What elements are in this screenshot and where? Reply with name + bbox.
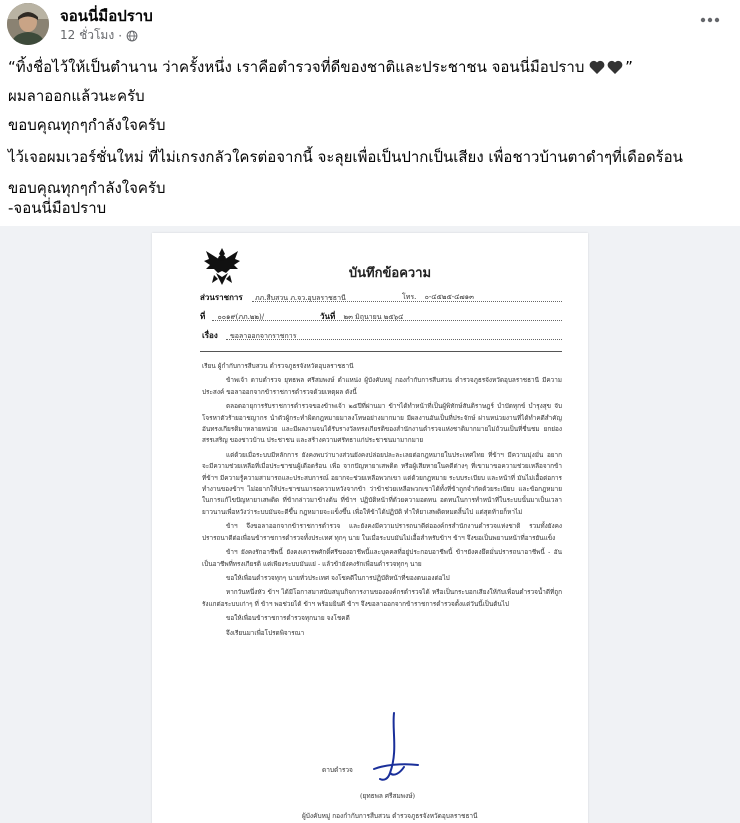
memo-paragraph-1: ข้าพเจ้า ดาบตำรวจ ยุทธพล ศรีสมพงษ์ ตำแหน่ง ผู้บังคับหมู่ กองกำกับการสืบสวน ตำรวจภูธรจังหวัดอุบลราชธานี มีความประสงค์ ขอลาออกจากข้าราชการตำรวจด้วยเหตุผล ดังนี้ <box>202 376 562 396</box>
memo-dept-label: ส่วนราชการ <box>200 292 243 302</box>
memo-ref-value: ๐๐๑๙(ภภ.๒๒)/ <box>217 313 265 321</box>
memo-closing: จึงเรียนมาเพื่อโปรดพิจารณา <box>226 628 305 637</box>
memo-date-label: วันที่ <box>320 311 336 321</box>
post-paragraph-2: ผมลาออกแล้วนะครับ <box>8 87 145 105</box>
post-paragraph-1-text: “ทิ้งชื่อไว้ให้เป็นตำนาน ว่าครั้งหนึ่ง เราคือตำรวจที่ดีของชาติและประชาชน จอนนี่มือปราบ <box>8 58 585 76</box>
memo-subject <box>202 329 296 342</box>
memo-rank: ดาบตำรวจ <box>322 766 353 774</box>
memo-signer-name: (ยุทธพล ศรีสมพงษ์) <box>360 792 416 800</box>
post-attachment-photo[interactable] <box>0 226 740 823</box>
post-meta <box>60 26 138 45</box>
memo-date <box>320 310 403 323</box>
post-paragraph-4: ไว้เจอผมเวอร์ชั่นใหม่ ที่ไม่เกรงกลัวใครต่อจากนี้ จะลุยเพื่อเป็นปากเป็นเสียง เพื่อชาวบ้านตาดำๆที่เดือดร้อน <box>8 148 683 166</box>
post-paragraph-5: ขอบคุณทุกๆกำลังใจครับ <box>8 179 166 197</box>
memo-signer-position: ผู้บังคับหมู่ กองกำกับการสืบสวน ตำรวจภูธรจังหวัดอุบลราชธานี <box>302 812 478 820</box>
post-paragraph-3: ขอบคุณทุกๆกำลังใจครับ <box>8 116 166 134</box>
memo-paragraph-2: ตลอดอายุการรับราชการตำรวจของข้าพเจ้า ๒๕ปีที่ผ่านมา ข้าฯได้ทำหน้าที่เป็นผู้พิทักษ์สันติราษฎร์ บำบัดทุกข์ บำรุงสุข จับโจรหาตัวร้ายอาชญากร นำตัวผู้กระทำผิดกฎหมายมาลงโทษอย่างมากมาย มีผลงานอันเป็นที่ประจักษ์ ผ่านหน่วยงานที่ได้ทำคดีสำคัญอันทรงเกียรติมาหลายหน่วย และมีผลงานจนได้รับรางวัลทรงเกียรติของสำนักงานตำรวจแห่งชาติมากมายไม่ถ้วนเป็นที่ชื่นชม ยกย่อง สรรเสริญ ของชาวบ้าน ประชาชน และสร้างความศรัทธาแก่ประชาชนมามากมาย <box>202 402 562 445</box>
memo-dept-value: ภภ.สืบสวน ภ.จว.อุบลราชธานี <box>254 294 346 302</box>
more-options-button[interactable] <box>698 10 722 30</box>
memo-paragraph-3: แต่ด้วยเมื่อระบบมีหลักการ ยังคงพบว่าบางส่วนยังคงปล่อยปละละเลยต่อกฎหมายในประเทศไทย ที่ข้าฯ มีความมุ่งมั่น อยากจะมีความช่วยเหลือที่เมื่อประชาชนผู้เดือดร้อน เพื่อ จากปัญหายาเสพติด หรือผู้เสียหายในคดีต่างๆ ที่เขามาขอความช่วยเหลือจากข้า ที่ข้าฯ มีความรู้ความสามารถและประสบการณ์ อยากจะช่วยเหลือพวกเขา แต่ด้วยกฎหมาย ระบบระเบียบ และหน้าที่ มันไม่เอื้อต่อการทำงานของข้าฯ ไม่อยากให้ประชาชนมารอความหวังจากข้า ว่าข้าช่วยเหลือพวกเขาได้ทั้งที่ข้าถูกจำกัดด้วยระเบียบ และข้อกฎหมายในการแก้ไขปัญหายาเสพติด ที่ข้ากล่าวมาข้างต้น ที่ข้าฯ ปฏิบัติหน้าที่ด้วยความอดทน อดทนในการทำหน้าที่ในระบบนั้นมาเป็นเวลายาวนานเพื่อหวังว่าระบบมันจะดีขึ้น กฎหมายจะแข็งขึ้น เพื่อให้ข้าได้ปฏิบัติ ทำให้ยาเสพติดหมดสิ้นไป แต่สุดท้ายก็หาไม่ <box>202 450 562 516</box>
memo-paragraph-7: หากวันหนึ่งหัว ข้าฯ ได้มีโอกาสมาสนับสนุนกิจการงานขององค์กรตำรวจได้ หรือเป็นกระบอกเสียงให้กับเพื่อนตำรวจน้ำดีที่ถูกรังแกต่อระบบเก่าๆ ที่ ข้าฯ พอช่วยได้ ข้าฯ พร้อมยินดี ข้าฯ จึงขอลาออกจากข้าราชการตำรวจตั้งแต่วันนี้เป็นต้นไป <box>202 588 562 608</box>
globe-icon <box>126 30 138 42</box>
memo-paragraph-6: ขอให้เพื่อนตำรวจทุกๆ นายทั่วประเทศ จงโชคดีในการปฏิบัติหน้าที่ของตนเองต่อไป <box>226 573 450 582</box>
memo-subject-line <box>226 339 562 340</box>
memo-paragraph-8: ขอให้เพื่อนข้าราชการตำรวจทุกนาย จงโชคดี <box>226 614 350 623</box>
memo-document <box>152 233 588 823</box>
avatar-image <box>7 3 49 45</box>
avatar[interactable] <box>7 3 49 45</box>
memo-date-value: ๒๓ มิถุนายน ๒๕๖๔ <box>343 313 404 321</box>
memo-paragraph-5: ข้าฯ ยังคงรักอาชีพนี้ ยังคงเคารพศักดิ์ศรีของอาชีพนี้และบุคคลที่อยู่ประกอบอาชีพนี้ ข้าฯยังคงยึดมั่นปรารถนาอาชีพนี้ - อันเป็นอาชีพที่ทรงเกียรติ แต่เพียงระบบมันแย่ - แล้วข้ายังคงรักเพื่อนตำรวจทุกๆ นาย <box>202 548 562 568</box>
post-header <box>0 0 740 50</box>
memo-dept-line <box>252 301 562 302</box>
memo-subject-value: ขอลาออกจากราชการ <box>229 332 297 340</box>
more-dots-icon <box>700 17 720 23</box>
memo-greeting: เรียน ผู้กำกับการสืบสวน ตำรวจภูธรจังหวัดอุบลราชธานี <box>202 362 354 370</box>
post-time[interactable]: 12 ชั่วโมง <box>60 28 115 42</box>
black-heart-icons <box>589 59 625 75</box>
post-text <box>8 57 732 218</box>
memo-ref-line <box>212 320 562 321</box>
signature-image <box>364 711 424 791</box>
memo-title: บันทึกข้อความ <box>348 266 432 281</box>
memo-phone-value: ๐-๔๕๒๕-๔๗๑๓ <box>424 293 474 301</box>
post-paragraph-1-suffix: ” <box>625 58 633 76</box>
memo-divider <box>200 351 562 352</box>
author-name[interactable]: จอนนี่มือปราบ <box>60 7 153 25</box>
memo-ref-label: ที่ <box>200 311 206 321</box>
memo-body <box>202 361 562 642</box>
post-paragraph-1 <box>8 57 732 77</box>
memo-paragraph-4: ข้าฯ จึงขอลาออกจากข้าราชการตำรวจ และยังคงมีความปรารถนาดีต่อองค์กรสำนักงานตำรวจแห่งชาติ รวมทั้งยังคงปรารถนาดีต่อเพื่อนข้าราชการตำรวจทั้งประเทศ ทุกๆ นาย ในเมื่อระบบมันไม่เอื้อสำหรับข้าฯ ข้าฯ จึงขอเป็นพยานหน้าที่อารยันแข็ง <box>202 522 562 542</box>
memo-dept <box>200 291 346 304</box>
post-paragraph-6: -จอนนี่มือปราบ <box>8 199 107 217</box>
meta-separator: · <box>118 28 123 43</box>
memo-ref <box>200 310 264 323</box>
memo-subject-label: เรื่อง <box>202 330 218 340</box>
memo-phone-label: โทร. <box>402 293 417 301</box>
